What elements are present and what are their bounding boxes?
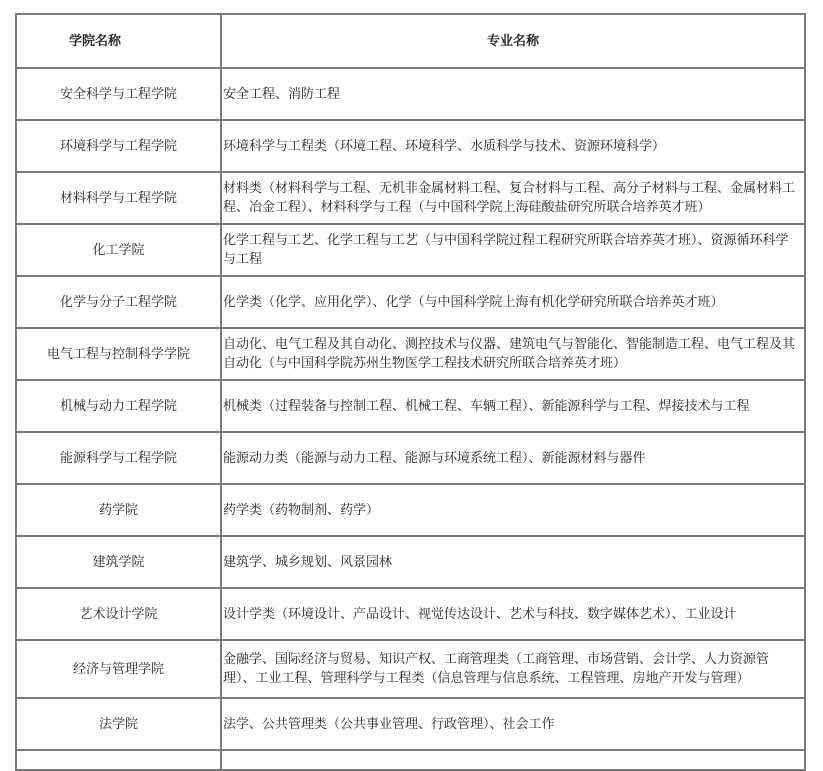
table-row-partial bbox=[16, 750, 805, 770]
college-cell: 化工学院 bbox=[16, 224, 221, 276]
major-cell: 机械类（过程装备与控制工程、机械工程、车辆工程）、新能源科学与工程、焊接技术与工程 bbox=[221, 380, 805, 432]
college-cell: 艺术设计学院 bbox=[16, 588, 221, 640]
college-cell: 化学与分子工程学院 bbox=[16, 276, 221, 328]
college-cell: 经济与管理学院 bbox=[16, 640, 221, 698]
major-cell-empty bbox=[221, 750, 805, 770]
college-major-table bbox=[15, 13, 806, 771]
major-cell: 化学工程与工艺、化学工程与工艺（与中国科学院过程工程研究所联合培养英才班）、资源循环科学与工程 bbox=[221, 224, 805, 276]
table-header-row bbox=[16, 14, 805, 68]
table-row bbox=[16, 120, 805, 172]
table-row bbox=[16, 172, 805, 224]
table-row bbox=[16, 536, 805, 588]
table-row bbox=[16, 328, 805, 380]
major-cell: 安全工程、消防工程 bbox=[221, 68, 805, 120]
college-cell: 能源科学与工程学院 bbox=[16, 432, 221, 484]
college-cell-empty bbox=[16, 750, 221, 770]
major-cell: 能源动力类（能源与动力工程、能源与环境系统工程）、新能源材料与器件 bbox=[221, 432, 805, 484]
major-cell: 药学类（药物制剂、药学） bbox=[221, 484, 805, 536]
college-cell: 环境科学与工程学院 bbox=[16, 120, 221, 172]
table-row bbox=[16, 224, 805, 276]
major-cell: 材料类（材料科学与工程、无机非金属材料工程、复合材料与工程、高分子材料与工程、金属材料工程、冶金工程）、材料科学与工程（与中国科学院上海硅酸盐研究所联合培养英才班） bbox=[221, 172, 805, 224]
table-row bbox=[16, 640, 805, 698]
college-cell: 安全科学与工程学院 bbox=[16, 68, 221, 120]
header-college-name: 学院名称 bbox=[16, 14, 221, 68]
major-cell: 环境科学与工程类（环境工程、环境科学、水质科学与技术、资源环境科学） bbox=[221, 120, 805, 172]
header-major-name: 专业名称 bbox=[221, 14, 805, 68]
table-row bbox=[16, 276, 805, 328]
major-cell: 法学、公共管理类（公共事业管理、行政管理）、社会工作 bbox=[221, 698, 805, 750]
major-cell: 金融学、国际经济与贸易、知识产权、工商管理类（工商管理、市场营销、会计学、人力资源管理）、工业工程、管理科学与工程类（信息管理与信息系统、工程管理、房地产开发与管理） bbox=[221, 640, 805, 698]
college-cell: 建筑学院 bbox=[16, 536, 221, 588]
college-cell: 法学院 bbox=[16, 698, 221, 750]
table-row bbox=[16, 698, 805, 750]
major-cell: 设计学类（环境设计、产品设计、视觉传达设计、艺术与科技、数字媒体艺术）、工业设计 bbox=[221, 588, 805, 640]
major-cell: 建筑学、城乡规划、风景园林 bbox=[221, 536, 805, 588]
table-row bbox=[16, 588, 805, 640]
college-cell: 电气工程与控制科学学院 bbox=[16, 328, 221, 380]
college-cell: 材料科学与工程学院 bbox=[16, 172, 221, 224]
college-cell: 机械与动力工程学院 bbox=[16, 380, 221, 432]
table-row bbox=[16, 68, 805, 120]
table-row bbox=[16, 484, 805, 536]
major-cell: 化学类（化学、应用化学）、化学（与中国科学院上海有机化学研究所联合培养英才班） bbox=[221, 276, 805, 328]
table-row bbox=[16, 380, 805, 432]
major-cell: 自动化、电气工程及其自动化、测控技术与仪器、建筑电气与智能化、智能制造工程、电气工程及其自动化（与中国科学院苏州生物医学工程技术研究所联合培养英才班） bbox=[221, 328, 805, 380]
table-row bbox=[16, 432, 805, 484]
college-cell: 药学院 bbox=[16, 484, 221, 536]
